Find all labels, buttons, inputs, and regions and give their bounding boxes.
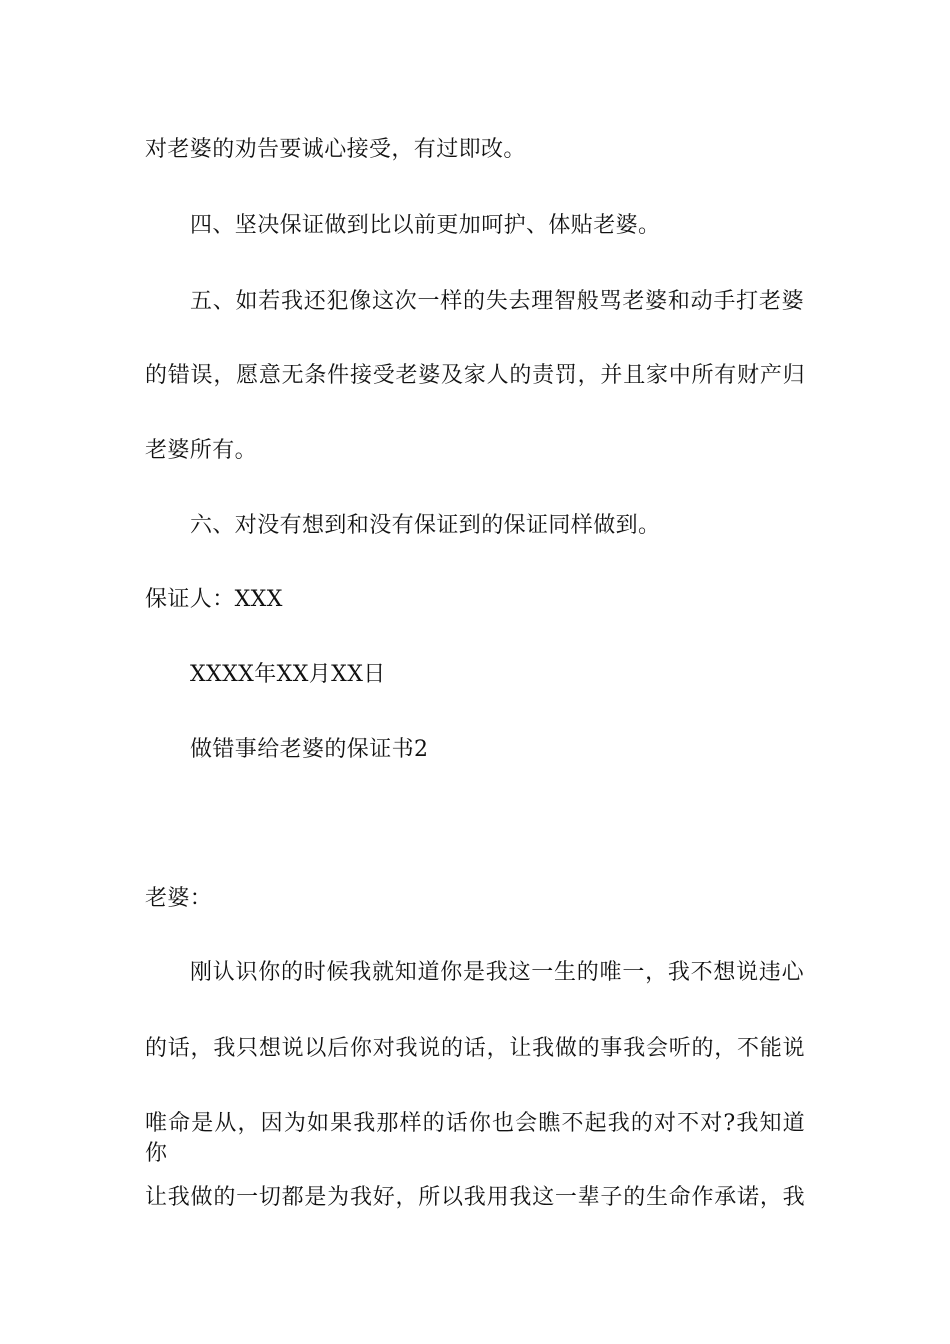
paragraph-line: 刚认识你的时候我就知道你是我这一生的唯一，我不想说违心 bbox=[190, 960, 804, 985]
paragraph-line: 六、对没有想到和没有保证到的保证同样做到。 bbox=[190, 513, 661, 538]
date-line: XXXX年XX月XX日 bbox=[190, 662, 386, 687]
paragraph-line: 对老婆的劝告要诚心接受，有过即改。 bbox=[145, 137, 526, 162]
paragraph-line: 老婆所有。 bbox=[145, 438, 258, 463]
section-title: 做错事给老婆的保证书2 bbox=[190, 737, 429, 762]
paragraph-line: 的话，我只想说以后你对我说的话，让我做的事我会听的，不能说 bbox=[145, 1036, 805, 1061]
paragraph-line: 让我做的一切都是为我好，所以我用我这一辈子的生命作承诺，我 bbox=[145, 1185, 805, 1210]
paragraph-line: 唯命是从，因为如果我那样的话你也会瞧不起我的对不对?我知道你 bbox=[145, 1111, 805, 1166]
paragraph-line: 五、如若我还犯像这次一样的失去理智般骂老婆和动手打老婆 bbox=[190, 289, 804, 314]
paragraph-line: 的错误，愿意无条件接受老婆及家人的责罚，并且家中所有财产归 bbox=[145, 363, 805, 388]
salutation: 老婆： bbox=[145, 886, 213, 911]
paragraph-line: 四、坚决保证做到比以前更加呵护、体贴老婆。 bbox=[190, 213, 661, 238]
signer-line: 保证人：XXX bbox=[145, 587, 283, 612]
